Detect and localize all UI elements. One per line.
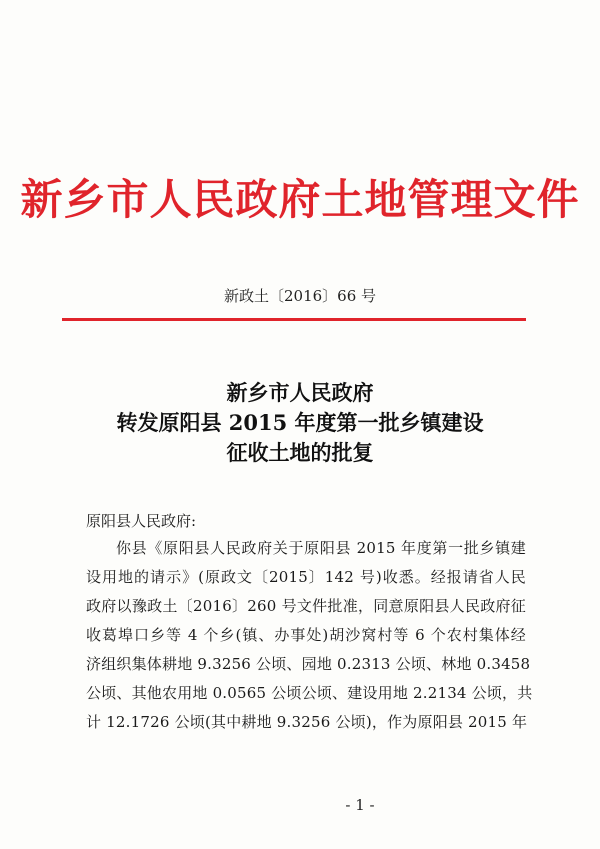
document-header-title: 新乡市人民政府土地管理文件 <box>20 175 580 224</box>
salutation: 原阳县人民政府: <box>86 512 197 530</box>
page-number: - 1 - <box>345 796 375 814</box>
document-subject <box>0 378 600 468</box>
body-line: 政府以豫政土〔2016〕260 号文件批准，同意原阳县人民政府征 <box>86 597 526 615</box>
red-divider-line <box>62 318 526 321</box>
body-line: 公顷、其他农用地 0.0565 公顷公顷、建设用地 2.2134 公顷，共 <box>86 684 533 702</box>
body-line: 计 12.1726 公顷(其中耕地 9.3256 公顷)，作为原阳县 2015 年 <box>86 713 528 731</box>
subject-line: 转发原阳县 2015 年度第一批乡镇建设 <box>116 410 484 435</box>
body-line: 设用地的请示》(原政文〔2015〕142 号)收悉。经报请省人民 <box>86 568 526 586</box>
subject-line: 新乡市人民政府 <box>226 380 374 405</box>
document-body <box>86 508 533 737</box>
body-line: 你县《原阳县人民政府关于原阳县 2015 年度第一批乡镇建 <box>116 539 526 557</box>
subject-line: 征收土地的批复 <box>226 440 374 465</box>
document-number: 新政土〔2016〕66 号 <box>223 287 377 305</box>
body-line: 收葛埠口乡等 4 个乡(镇、办事处)胡沙窝村等 6 个农村集体经 <box>86 626 526 644</box>
body-line: 济组织集体耕地 9.3256 公顷、园地 0.2313 公顷、林地 0.3458 <box>86 655 531 673</box>
